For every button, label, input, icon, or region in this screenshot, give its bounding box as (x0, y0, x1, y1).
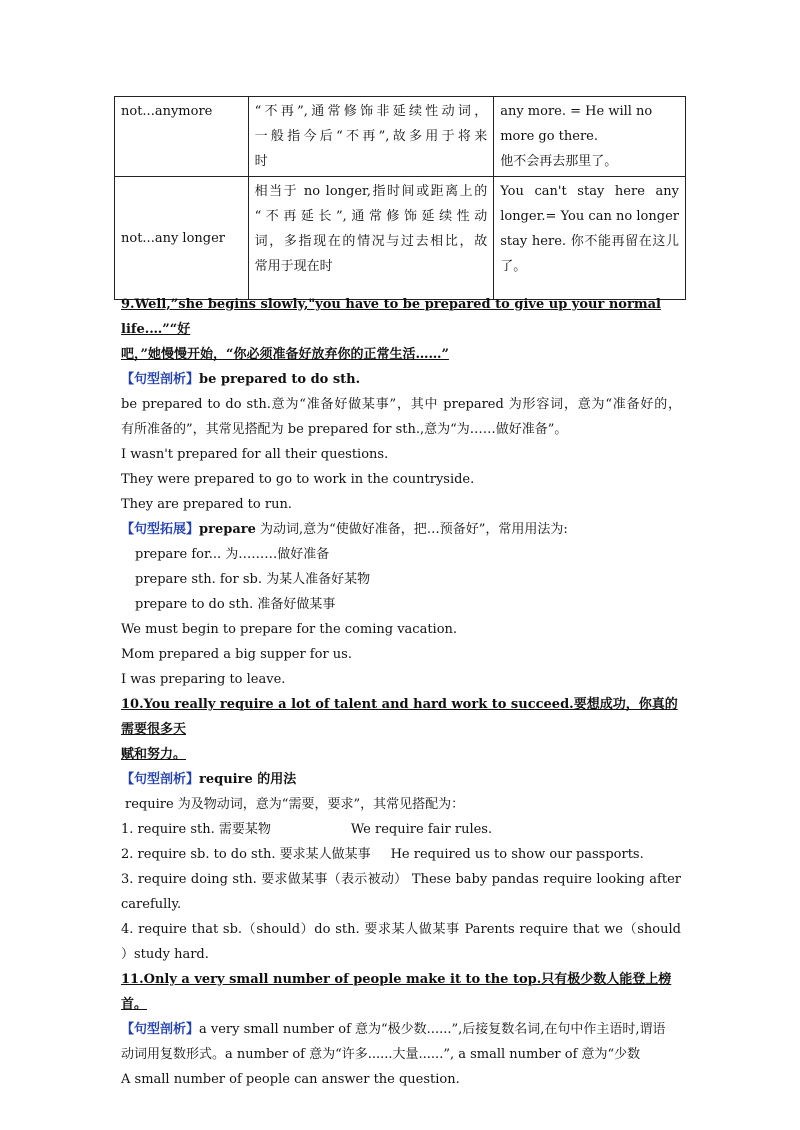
grammar-table (114, 96, 686, 300)
example-sentence: A small number of people can answer the question. (121, 1072, 460, 1087)
analysis-tag: 【句型剖析】 (121, 1022, 200, 1037)
example-cell: any more. = He will no more go there. 他不会再去那里了。 (494, 97, 686, 177)
meaning-cell: “不再”,通常修饰非延续性动词， 一般指今后“不再”,故多用于将来 时 (248, 97, 494, 177)
analysis-line: 【句型剖析】be prepared to do sth. (121, 372, 361, 387)
example-sentence: We must begin to prepare for the coming vacation. (121, 622, 458, 637)
term-cell: not...anymore (115, 97, 249, 177)
table-row (115, 177, 686, 300)
meaning-cell: 相当于 no longer,指时间或距离上的 “不再延长”,通常修饰延续性动 词，多指现在的情况与过去相比，故 常用于现在时 (248, 177, 494, 300)
analysis-line: 【句型剖析】require 的用法 (121, 772, 297, 787)
analysis-line: 【句型剖析】a very small number of 意为“极少数......”,后接复数名词,在句中作主语时,谓语 (121, 1022, 666, 1037)
example-cell: You can't stay here any longer.= You can no longer stay here. 你不能再留在这儿 了。 (494, 177, 686, 300)
section-11-heading: 11.Only a very small number of people make it to the top.只有极少数人能登上榜首。 (121, 972, 672, 1012)
expansion-tag: 【句型拓展】 (121, 522, 200, 537)
usage-line: 2. require sb. to do sth. 要求某人做某事 He required us to show our passports. (121, 847, 644, 862)
analysis-tag: 【句型剖析】 (121, 372, 200, 387)
section-9-heading: 9.Well,”she begins slowly,"you have to be prepared to give up your normal life.…”“好 吧，”她慢慢开始，“你必须准备好放弃你的正常生活……” (121, 297, 661, 362)
expansion-line: 【句型拓展】prepare 为动词,意为“使做好准备，把…预备好”，常用用法为: (121, 522, 568, 537)
usage-line: 3. require doing sth. 要求做某事（表示被动） These baby pandas require looking after (121, 872, 681, 887)
term-cell: not...any longer (115, 177, 249, 300)
example-sentence: They were prepared to go to work in the countryside. (121, 472, 475, 487)
usage-line: 1. require sth. 需要某物 We require fair rules. (121, 822, 493, 837)
usage-line: 4. require that sb.（should）do sth. 要求某人做某事 Parents require that we（should (121, 922, 681, 937)
section-10-heading: 10.You really require a lot of talent and hard work to succeed.要想成功，你真的需要很多天 赋和努力。 (121, 697, 678, 762)
example-sentence: They are prepared to run. (121, 497, 292, 512)
example-sentence: I wasn't prepared for all their questions. (121, 447, 389, 462)
analysis-tag: 【句型剖析】 (121, 772, 200, 787)
example-sentence: I was preparing to leave. (121, 672, 286, 687)
content: 9.Well,”she begins slowly,"you have to be prepared to give up your normal life.…”“好 吧，”她慢慢开始，“你必须准备好放弃你的正常生活……” 【句型剖析】be prepared to do sth. be prepared to do sth.意为“准备好做某事”，其中 prepared 为形容词，意为“准备好的， 有所准备的”，其常见搭配为 be prepared for sth.,意为“为……做好准备”。 I wasn't prepared for all their questions. They were prepared to go to work in the countryside. They are prepared to run. 【句型拓展】prepare 为动词,意为“使做好准备，把…预备好”，常用用法为: prepare for... 为………做好准备 prepare sth. for sb. 为某人准备好某物 prepare to do sth. 准备好做某事 We must begin to prepare for the coming vacation. Mom prepared a big supper for us. I was preparing to leave. 10.You really require a lot of talent and hard work to succeed.要想成功，你真的需要很多天 赋和努力。 【句型剖析】require 的用法 require 为及物动词，意为“需要，要求”，其常见搭配为： 1. require sth. 需要某物 We require fair rules. 2. require sb. to do sth. 要求某人做某事 He required us to show our passports. 3. require doing sth. 要求做某事（表示被动） These baby pandas require looking after carefully. 4. require that sb.（should）do sth. 要求某人做某事 Parents require that we（should ）study hard. 11.Only a very small number of people make it to the top.只有极少数人能登上榜首。 【句型剖析】a very small number of 意为“极少数......”,后接复数名词,在句中作主语时,谓语 动词用复数形式。a number of 意为“许多......大量......”, a small number of 意为“少数 A small number of people can answer the question. (121, 292, 681, 1092)
example-sentence: Mom prepared a big supper for us. (121, 647, 352, 662)
table-row (115, 97, 686, 177)
